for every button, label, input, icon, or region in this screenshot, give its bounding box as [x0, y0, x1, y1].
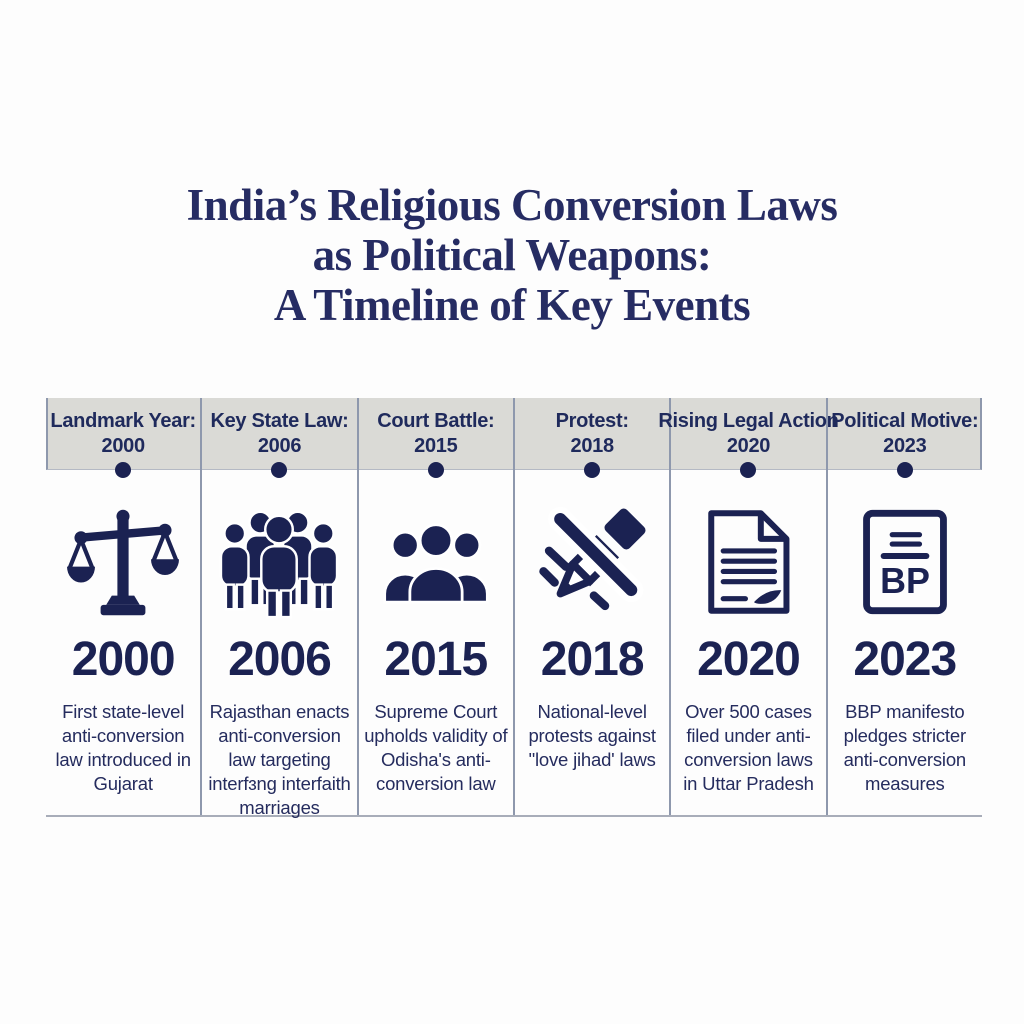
timeline-dot — [271, 462, 287, 478]
timeline-dot — [897, 462, 913, 478]
timeline-dot — [428, 462, 444, 478]
people-group-icon — [380, 502, 492, 622]
milestone-year: 2006 — [228, 633, 331, 686]
milestone-year: 2015 — [384, 633, 488, 686]
column-header — [50, 398, 196, 470]
page-title — [0, 180, 1024, 330]
timeline-column-2006 — [202, 398, 358, 818]
timeline-dot — [584, 462, 600, 478]
milestone-description: Supreme Court upholds validity of Odisha's anti-conversion law — [364, 701, 508, 794]
milestone-year: 2000 — [71, 633, 175, 686]
milestone-description: First state-level anti-conversion law introduced in Gujarat — [55, 701, 191, 794]
column-header-year: 2006 — [257, 435, 302, 457]
milestone-description: BBP manifesto pledges stricter anti-conversion measures — [843, 701, 967, 794]
crowd-icon — [218, 502, 340, 622]
timeline-column-2000 — [46, 398, 202, 815]
scales-of-justice-icon — [67, 502, 179, 622]
column-header-label: Rising Legal Action — [658, 410, 839, 432]
timeline-column-2020 — [658, 398, 839, 815]
bp-manifesto-icon — [858, 502, 952, 622]
milestone-description: National-level protests against "love jihad' laws — [528, 701, 656, 770]
column-header-year: 2018 — [570, 435, 614, 457]
legal-document-icon — [701, 502, 795, 622]
column-header-year: 2023 — [883, 435, 927, 457]
column-header — [377, 398, 494, 470]
timeline-dot — [115, 462, 131, 478]
page-title-line-2: as Political Weapons: — [312, 230, 712, 280]
column-header-label: Political Motive: — [831, 410, 979, 432]
timeline-column-2015 — [359, 398, 515, 815]
column-header-label: Key State Law: — [210, 410, 349, 432]
column-header-year: 2020 — [726, 435, 771, 457]
column-header-label: Court Battle: — [377, 410, 495, 432]
milestone-year: 2020 — [697, 633, 800, 686]
bp-label: BP — [879, 560, 930, 601]
column-header — [556, 398, 629, 470]
milestone-year: 2023 — [853, 633, 957, 686]
timeline-column-2018 — [515, 398, 671, 815]
column-header-year: 2015 — [414, 435, 458, 457]
timeline-dot — [740, 462, 756, 478]
column-header — [210, 398, 348, 470]
timeline — [46, 398, 982, 817]
page-title-line-1: India’s Religious Conversion Laws — [186, 180, 838, 230]
timeline-column-2023 — [828, 398, 982, 815]
crossed-pen-icon — [536, 502, 648, 622]
column-header — [831, 398, 978, 470]
column-header-year: 2000 — [101, 435, 145, 457]
column-header — [658, 398, 838, 470]
milestone-description: Over 500 cases filed under anti-conversion laws in Uttar Pradesh — [683, 701, 814, 794]
column-header-label: Protest: — [555, 410, 629, 432]
timeline-columns — [46, 398, 982, 818]
milestone-description: Rajasthan enacts anti-conversion law targeting interfɜng interfaith marriages — [208, 701, 351, 818]
column-header-label: Landmark Year: — [50, 410, 196, 432]
page-title-line-3: A Timeline of Key Events — [273, 280, 751, 330]
milestone-year: 2018 — [540, 633, 644, 686]
